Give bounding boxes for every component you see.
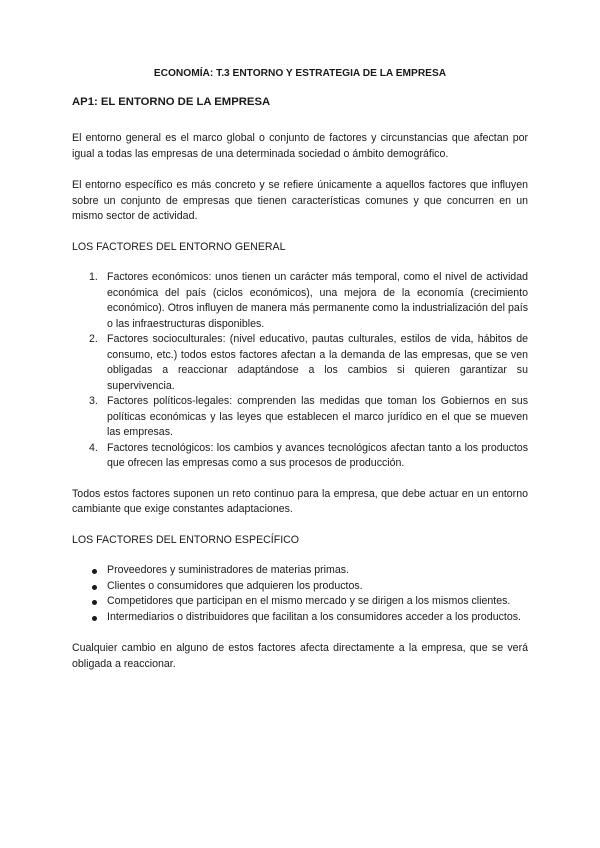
section-title: AP1: EL ENTORNO DE LA EMPRESA bbox=[72, 95, 271, 108]
paragraph-specific-definition: El entorno específico es más concreto y se refiere únicamente a aquellos factores que influyen sobre un conjunto de empresas que tienen características comunes y que concurren en un mismo sector de actividad. bbox=[72, 179, 528, 222]
list-item bbox=[72, 594, 528, 610]
bullet-icon bbox=[92, 616, 97, 621]
list-item-text: Clientes o consumidores que adquieren los productos. bbox=[107, 579, 363, 592]
list-item bbox=[72, 610, 528, 626]
general-factors-heading: LOS FACTORES DEL ENTORNO GENERAL bbox=[72, 240, 286, 253]
paragraph-specific-closing: Cualquier cambio en alguno de estos factores afecta directamente a la empresa, que se verá obligada a reaccionar. bbox=[72, 642, 528, 670]
list-item-text: Factores económicos: unos tienen un carácter más temporal, como el nivel de actividad económica del país (ciclos económicos), una mejora de la economía (crecimiento económico). Otros influyen de manera más permanente como la industrialización del país o las infraestructuras disponibles. bbox=[107, 271, 528, 330]
specific-factors-heading: LOS FACTORES DEL ENTORNO ESPECÍFICO bbox=[72, 533, 300, 546]
general-factors-list bbox=[72, 270, 528, 472]
bullet-icon bbox=[92, 600, 97, 605]
bullet-icon bbox=[92, 585, 97, 590]
paragraph-general-definition: El entorno general es el marco global o conjunto de factores y circunstancias que afectan por igual a todas las empresas de una determinada sociedad o ámbito demográfico. bbox=[72, 132, 528, 160]
list-item bbox=[72, 394, 528, 441]
list-item bbox=[72, 441, 528, 472]
list-item-text: Factores políticos-legales: comprenden las medidas que toman los Gobiernos en sus políticas económicas y las leyes que establecen el marco jurídico en el que se mueven las empresas. bbox=[107, 395, 528, 438]
list-item bbox=[72, 563, 528, 579]
list-item-text: Factores tecnológicos: los cambios y avances tecnológicos afectan tanto a los productos que ofrecen las empresas como a sus procesos de producción. bbox=[107, 441, 528, 469]
paragraph-general-closing: Todos estos factores suponen un reto continuo para la empresa, que debe actuar en un entorno cambiante que exige constantes adaptaciones. bbox=[72, 487, 528, 515]
document-title: ECONOMÍA: T.3 ENTORNO Y ESTRATEGIA DE LA EMPRESA bbox=[153, 68, 447, 79]
specific-factors-list bbox=[72, 563, 528, 625]
list-number: 2. bbox=[89, 333, 98, 345]
list-item bbox=[72, 270, 528, 332]
document-page bbox=[72, 66, 528, 672]
list-item-text: Factores socioculturales: (nivel educativo, pautas culturales, estilos de vida, hábitos de consumo, etc.) todos estos factores afectan a la demanda de las empresas, que se ven obligadas a reaccionar adaptándose a los cambios si quieren garantizar su supervivencia. bbox=[107, 333, 528, 392]
list-item-text: Proveedores y suministradores de materias primas. bbox=[107, 564, 349, 576]
list-number: 4. bbox=[89, 441, 98, 454]
list-number: 1. bbox=[89, 271, 98, 283]
list-number: 3. bbox=[89, 395, 98, 407]
list-item-text: Intermediarios o distribuidores que facilitan a los consumidores acceder a los productos. bbox=[107, 610, 521, 623]
bullet-icon bbox=[92, 569, 97, 574]
list-item bbox=[72, 579, 528, 595]
list-item bbox=[72, 332, 528, 394]
list-item-text: Competidores que participan en el mismo mercado y se dirigen a los mismos clientes. bbox=[107, 595, 511, 607]
